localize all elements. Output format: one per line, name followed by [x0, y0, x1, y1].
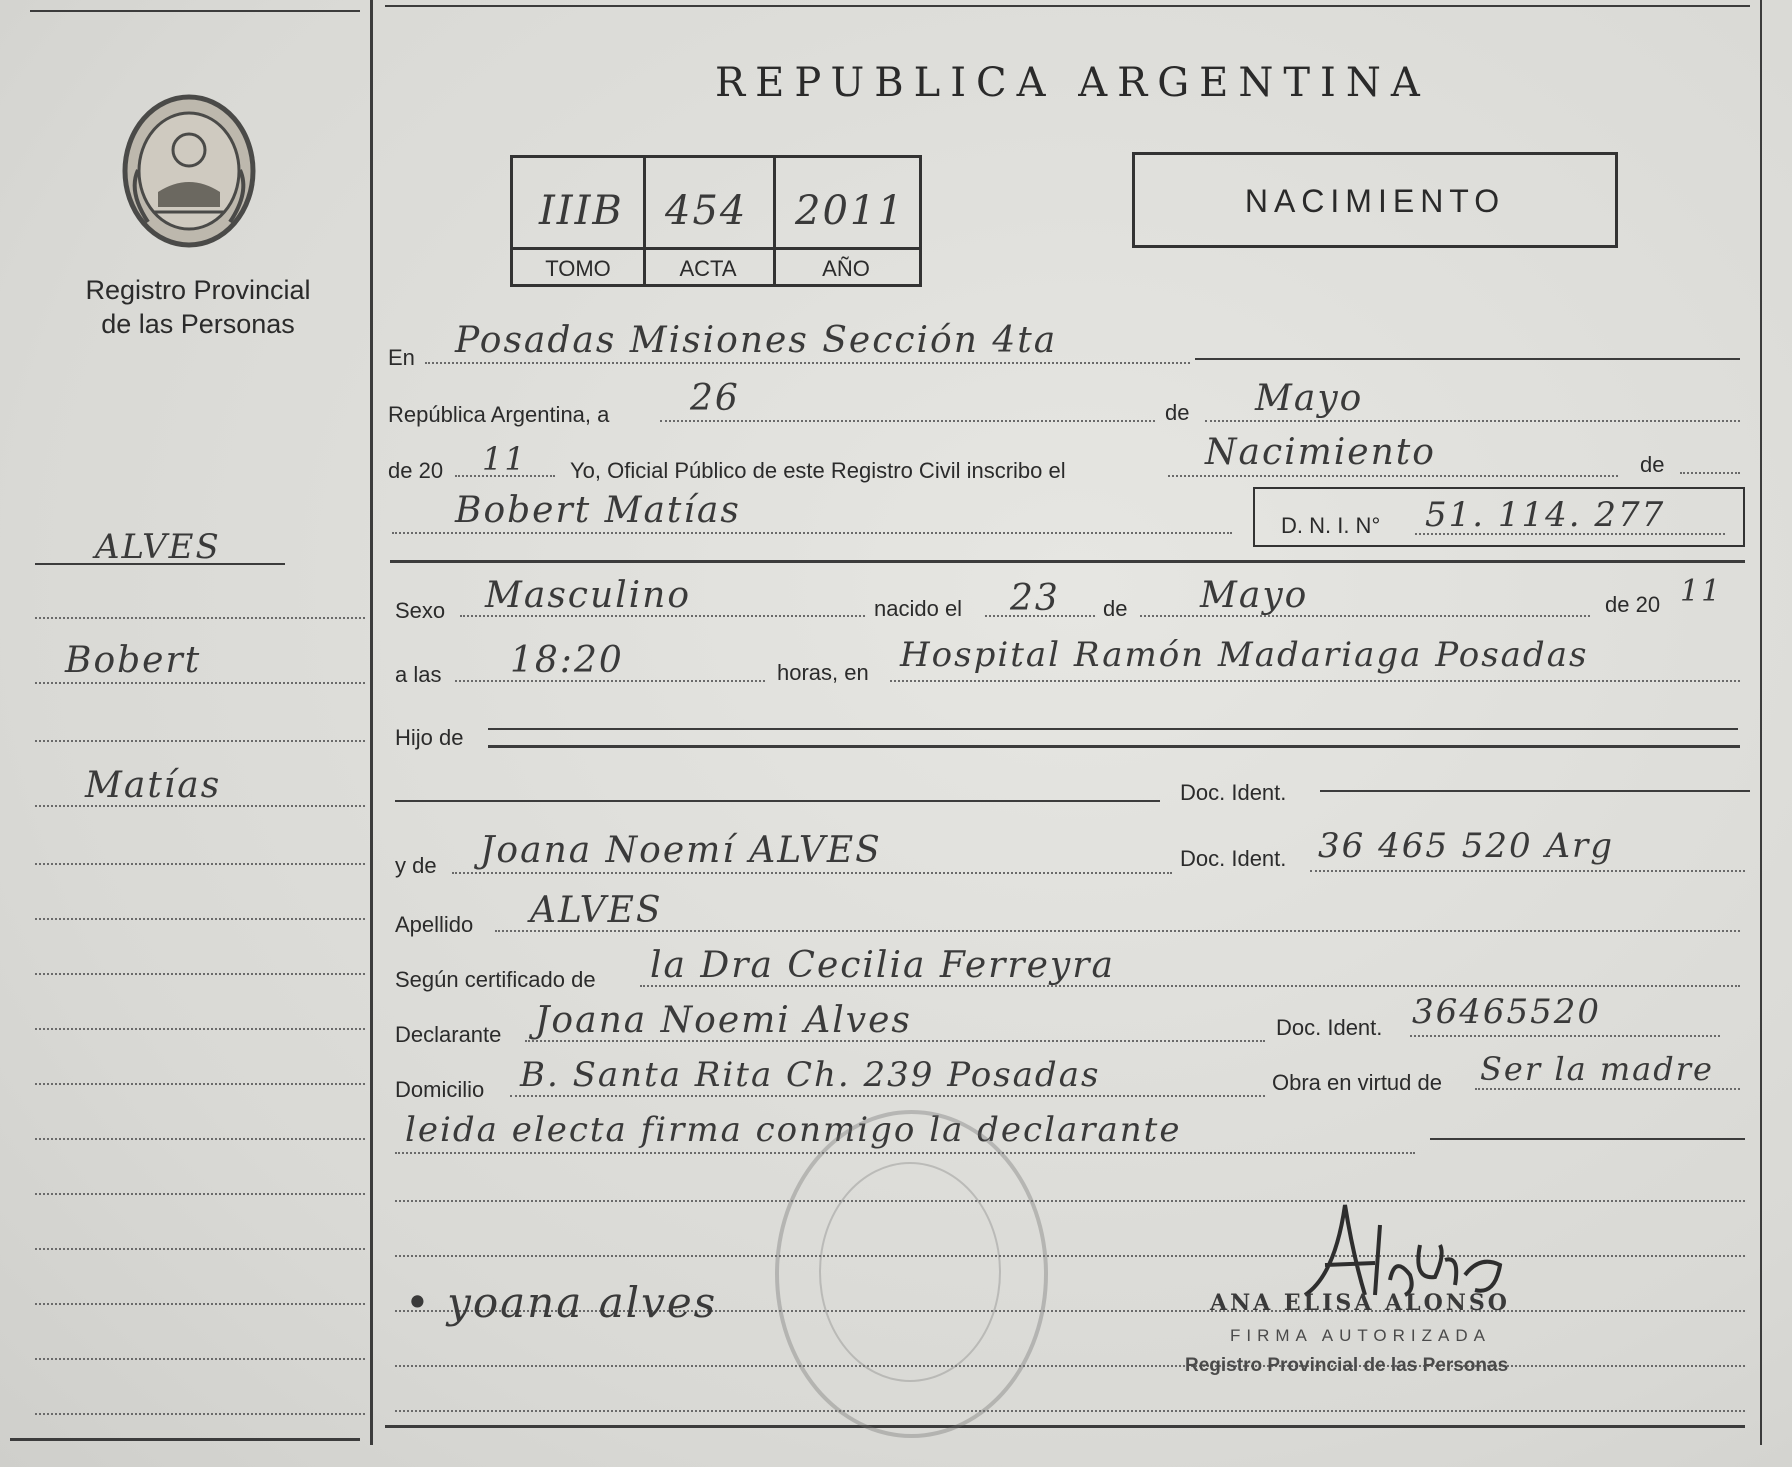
dni-value: 51. 114. 277: [1425, 495, 1666, 535]
margin-dotline: [35, 617, 365, 619]
hour-value: 18:20: [510, 640, 624, 681]
sexo-label: Sexo: [395, 598, 446, 623]
obra-label: Obra en virtud de: [1272, 1070, 1442, 1095]
margin-dotline: [35, 1248, 365, 1250]
birth-month: Mayo: [1200, 575, 1309, 616]
margin-dotline: [35, 1193, 365, 1195]
blank-line: [395, 1365, 1745, 1367]
place-value: Hospital Ramón Madariaga Posadas: [900, 635, 1589, 675]
record-table: [510, 155, 922, 287]
obra-value: Ser la madre: [1480, 1050, 1714, 1088]
top-right-rule: [385, 5, 1750, 7]
section-rule: [390, 560, 1745, 563]
declarant-signature: • yoana alves: [405, 1278, 718, 1327]
provincial-seal-icon: [118, 92, 260, 250]
margin-dotline: [35, 1358, 365, 1360]
top-left-rule: [30, 10, 360, 12]
birth-day: 23: [1010, 578, 1060, 619]
de-label: de: [1165, 400, 1190, 425]
margin-dotline: [35, 805, 365, 807]
docident2-label: Doc. Ident.: [1180, 846, 1287, 871]
margin-dotline: [35, 1028, 365, 1030]
en-value: Posadas Misiones Sección 4ta: [455, 320, 1058, 361]
mother-doc: 36 465 520 Arg: [1318, 826, 1615, 866]
inscribe-line: [1168, 475, 1618, 477]
declarante-value: Joana Noemi Alves: [535, 1000, 912, 1041]
docident1-label: Doc. Ident.: [1180, 780, 1287, 805]
segun-value: la Dra Cecilia Ferreyra: [650, 945, 1115, 986]
anio-label: AÑO: [822, 256, 870, 281]
alas-label: a las: [395, 662, 442, 687]
en-label: En: [388, 345, 415, 370]
domicilio-line: [510, 1095, 1265, 1097]
docident1-line: [1320, 790, 1750, 792]
hijo-label: Hijo de: [395, 725, 464, 750]
dni-label: D. N. I. N°: [1281, 513, 1381, 538]
domicilio-value: B. Santa Rita Ch. 239 Posadas: [520, 1055, 1101, 1095]
oficial-label: Yo, Oficial Público de este Registro Civil inscribo el: [570, 458, 1066, 483]
horas-label: horas, en: [777, 660, 869, 685]
de20-label: de 20: [388, 458, 444, 483]
blank-line: [395, 1410, 1745, 1412]
bottom-right-rule: [385, 1425, 1745, 1428]
margin-divider: [370, 0, 373, 1445]
official-role: FIRMA AUTORIZADA: [1230, 1326, 1491, 1345]
margin-dotline: [35, 918, 365, 920]
margin-dotline: [35, 1303, 365, 1305]
month-value: Mayo: [1255, 378, 1364, 419]
margin-dotline: [35, 863, 365, 865]
margin-rule: [35, 563, 285, 565]
record-type-box: [1132, 152, 1618, 248]
margin-dotline: [35, 1083, 365, 1085]
name-value: Bobert Matías: [455, 490, 741, 531]
segun-label: Según certificado de: [395, 967, 596, 992]
hijo-line: [488, 728, 1738, 730]
day-value: 26: [690, 378, 740, 419]
declarante-doc: 36465520: [1412, 992, 1602, 1032]
dni-box: [1253, 487, 1745, 547]
margin-dotline: [35, 973, 365, 975]
tomo-value: IIIB: [539, 188, 624, 234]
acta-label: ACTA: [679, 256, 737, 281]
hijo-line-2: [488, 745, 1740, 748]
apellido-label: Apellido: [395, 912, 474, 937]
acta-value: 454: [665, 188, 748, 234]
docident3-label: Doc. Ident.: [1276, 1015, 1383, 1040]
year-value: 11: [482, 440, 527, 478]
page-title: REPUBLICA ARGENTINA: [715, 60, 1430, 106]
official-org: Registro Provincial de las Personas: [1185, 1355, 1509, 1376]
margin-first-name: Bobert: [65, 640, 202, 681]
nacido-label: nacido el: [874, 596, 963, 621]
leida-value: leida electa firma conmigo la declarante: [405, 1110, 1182, 1150]
mother-doc-line: [1310, 870, 1745, 872]
domicilio-label: Domicilio: [395, 1077, 485, 1102]
registry-line-2: de las Personas: [101, 309, 295, 339]
declarante-label: Declarante: [395, 1022, 502, 1047]
sexo-value: Masculino: [485, 575, 692, 616]
registry-name: [60, 273, 336, 341]
month-line: [1205, 420, 1740, 422]
tomo-label: TOMO: [545, 256, 611, 281]
yde-label: y de: [395, 853, 437, 878]
declarante-doc-line: [1410, 1035, 1720, 1037]
right-border: [1760, 0, 1762, 1445]
mother-value: Joana Noemí ALVES: [480, 830, 882, 871]
place-line: [890, 680, 1740, 682]
en-line-end: [1195, 358, 1740, 360]
de20b-label: de 20: [1605, 592, 1661, 617]
leida-line-end: [1430, 1138, 1745, 1140]
margin-dotline: [35, 740, 365, 742]
blank-line: [395, 1200, 1745, 1202]
round-stamp: [775, 1110, 1048, 1438]
margin-surname: ALVES: [95, 527, 221, 567]
de3-label: de: [1103, 596, 1128, 621]
anio-value: 2011: [795, 188, 905, 234]
de2-line: [1680, 472, 1740, 474]
day-line: [660, 420, 1155, 422]
official-name: ANA ELISA ALONSO: [1210, 1290, 1510, 1316]
registry-line-1: Registro Provincial: [85, 275, 311, 305]
father-line: [395, 800, 1160, 802]
birth-year: 11: [1680, 574, 1723, 609]
apellido-line: [495, 930, 1740, 932]
margin-second-name: Matías: [85, 765, 222, 806]
record-type: NACIMIENTO: [1244, 183, 1506, 219]
de2-label: de: [1640, 452, 1665, 477]
name-line: [392, 532, 1232, 534]
inscribe-value: Nacimiento: [1205, 432, 1436, 473]
blank-line: [395, 1255, 1745, 1257]
en-line: [425, 362, 1190, 364]
margin-dotline: [35, 682, 365, 684]
bottom-left-rule: [10, 1438, 360, 1441]
margin-dotline: [35, 1138, 365, 1140]
mother-line: [452, 872, 1172, 874]
obra-line: [1475, 1088, 1740, 1090]
apellido-value: ALVES: [530, 890, 663, 931]
margin-dotline: [35, 1413, 365, 1415]
republica-label: República Argentina, a: [388, 402, 610, 427]
